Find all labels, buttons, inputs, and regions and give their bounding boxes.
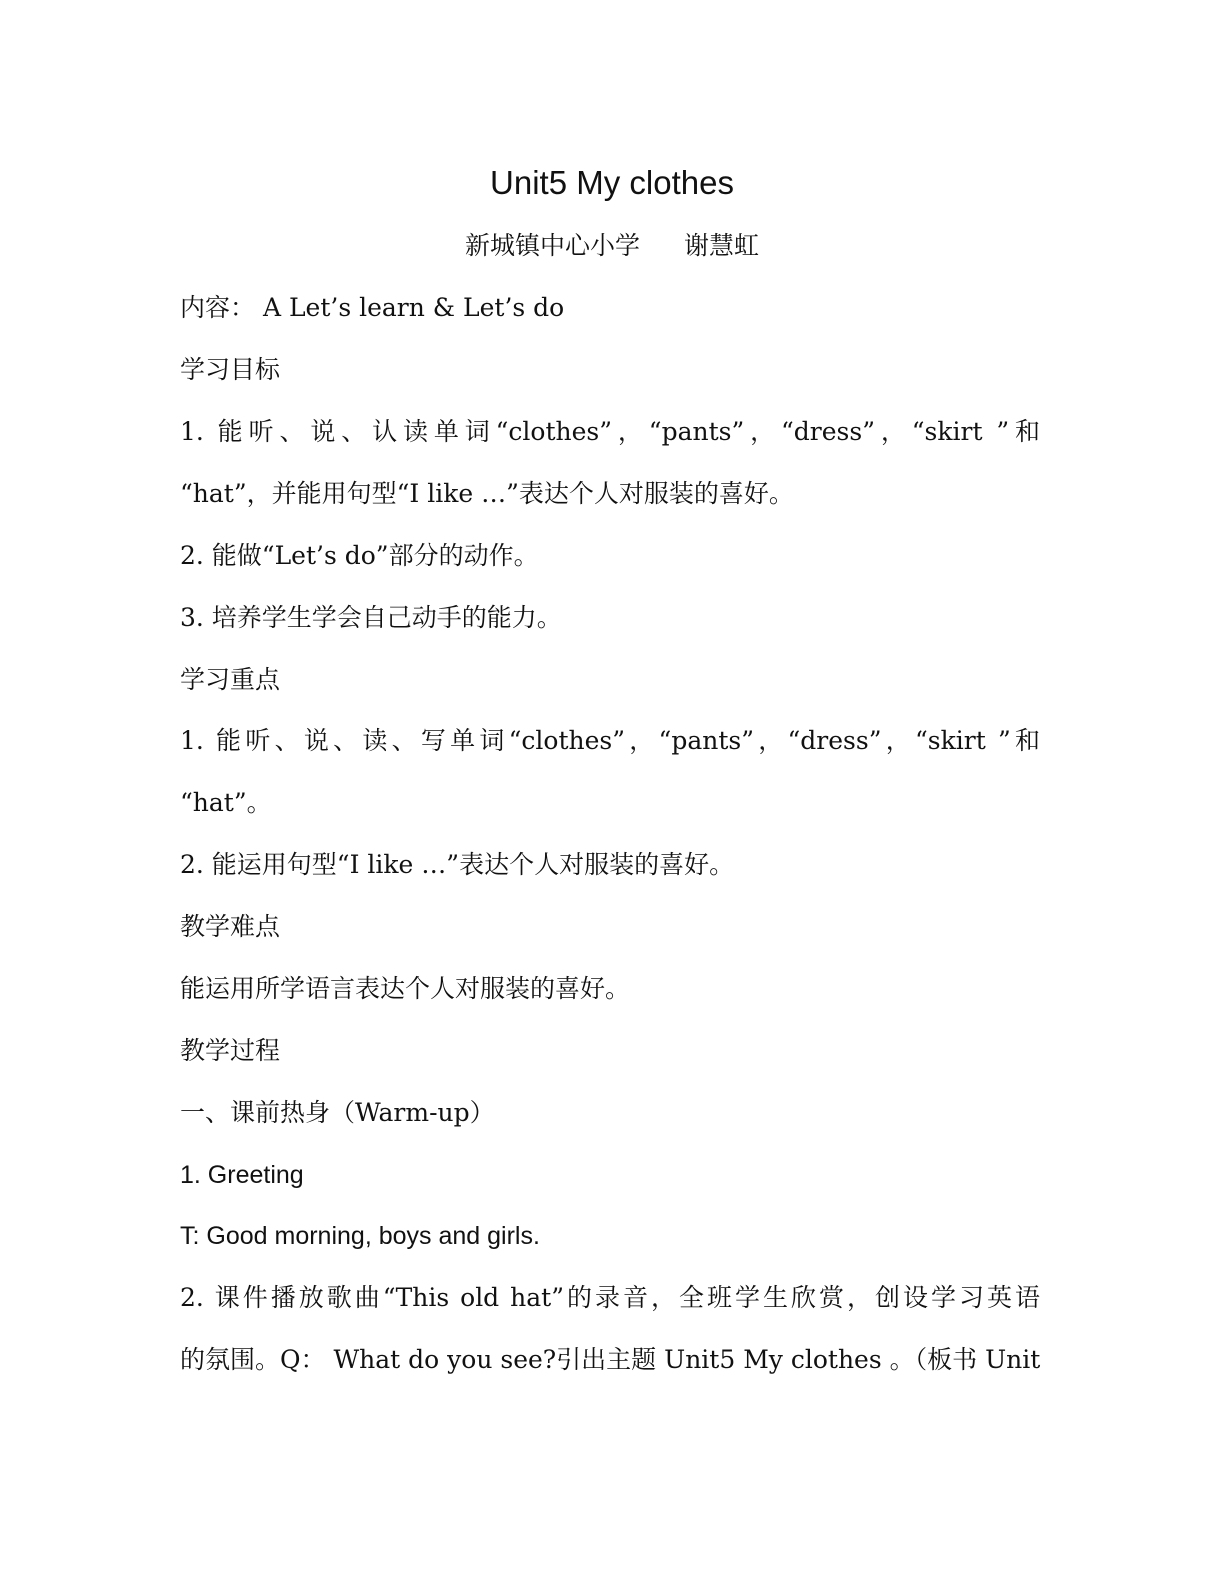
goal-3: 3. 培养学生学会自己动手的能力。 xyxy=(180,603,562,632)
key-point-1-line-1: 1. 能听、说、读、写单词“clothes”，“pants”，“dress”，“skirt ”和 xyxy=(180,726,1040,755)
author-line xyxy=(0,226,1224,266)
goal-1-line-1: 1. 能听、说、认读单词“clothes”，“pants”，“dress”，“skirt ”和 xyxy=(180,417,1040,446)
teacher-line: T: Good morning, boys and girls. xyxy=(180,1222,540,1250)
key-points-heading: 学习重点 xyxy=(180,665,281,694)
greeting-item: 1. Greeting xyxy=(180,1161,304,1189)
author-name: 谢慧虹 xyxy=(684,231,760,260)
warmup-heading: 一、课前热身（Warm-up） xyxy=(180,1098,495,1127)
key-point-1-line-2: “hat”。 xyxy=(180,788,272,817)
song-line-1: 2. 课件播放歌曲“This old hat”的录音，全班学生欣赏，创设学习英语 xyxy=(180,1283,1040,1312)
goal-1-line-2: “hat”，并能用句型“I like …”表达个人对服装的喜好。 xyxy=(180,479,794,508)
difficulty-heading: 教学难点 xyxy=(180,912,281,941)
key-point-2: 2. 能运用句型“I like …”表达个人对服装的喜好。 xyxy=(180,850,735,879)
document-title: Unit5 My clothes xyxy=(490,164,734,201)
process-heading: 教学过程 xyxy=(180,1036,281,1065)
goals-heading: 学习目标 xyxy=(180,355,281,384)
content-line: 内容： A Let’s learn & Let’s do xyxy=(180,293,565,322)
school-name: 新城镇中心小学 xyxy=(464,231,640,260)
goal-2: 2. 能做“Let’s do”部分的动作。 xyxy=(180,541,539,570)
difficulty-text: 能运用所学语言表达个人对服装的喜好。 xyxy=(180,974,631,1003)
song-line-2: 的氛围。Q： What do you see?引出主题 Unit5 My clothes 。（板书 Unit xyxy=(180,1345,1041,1374)
